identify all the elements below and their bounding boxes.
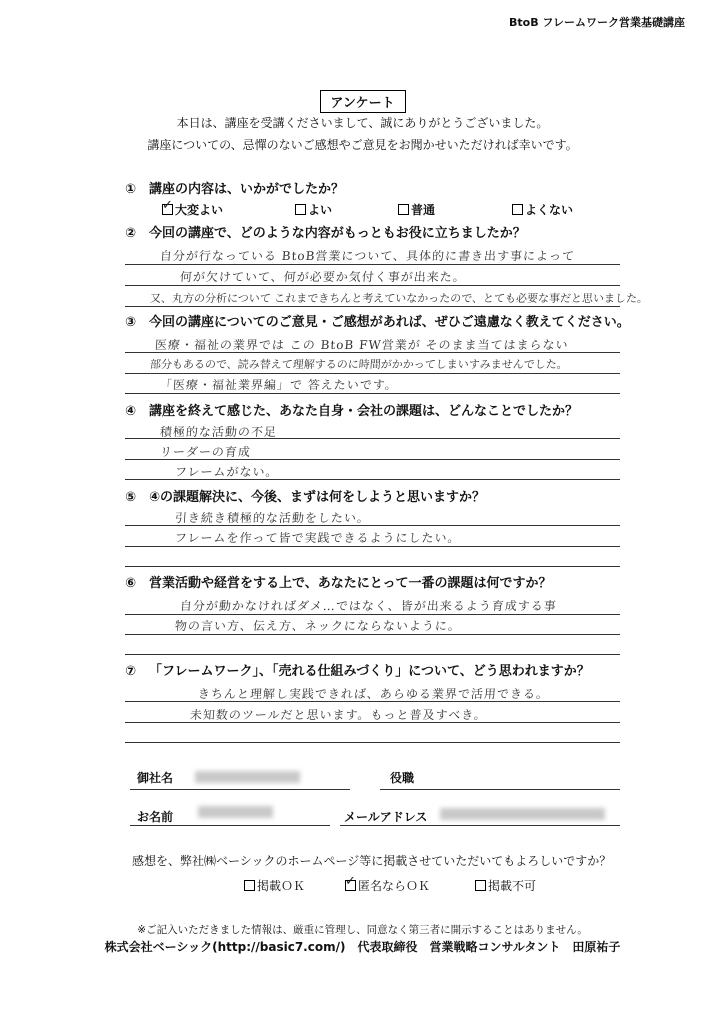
q5-answer-1: 引き続き積極的な活動をしたい。 [174,511,371,525]
option-label: 大変よい [175,203,224,217]
q6-answer-1: 自分が動かなければダメ…ではなく、皆が出来るよう育成する事 [179,599,558,613]
consent-option-no[interactable] [475,877,536,894]
email-underline [340,825,620,826]
checkbox-icon[interactable] [244,880,255,891]
consent-option-ok[interactable] [244,877,305,894]
q2-answer-2: 何が欠けていて、何が必要か気付く事が出来た。 [179,270,467,284]
question-text: 営業活動や経営をする上で、あなたにとって一番の課題は何ですか？ [149,576,552,591]
answer-line [125,566,620,567]
answer-line [125,614,620,615]
position-underline [380,789,620,790]
q1-option-poor[interactable] [512,201,573,218]
answer-line [125,393,620,394]
email-label: メールアドレス [344,810,428,824]
q1-option-very-good[interactable] [162,201,223,218]
intro-line-2: 講座についての、忌憚のないご感想やご意見をお聞かせいただければ幸いです。 [147,138,578,152]
question-number: ② [125,226,137,241]
option-label: 掲載ＯＫ [257,879,306,893]
question-text: 今回の講座で、どのような内容がもっともお役に立ちましたか？ [149,226,526,241]
answer-line [125,525,620,526]
q6-answer-2: 物の言い方、伝え方、ネックにならないように。 [174,619,462,633]
survey-title: アンケート [320,90,406,113]
consent-option-anonymous[interactable] [345,877,430,894]
question-number: ④ [125,404,137,419]
company-underline [130,789,350,790]
answer-line [125,722,620,723]
q5-answer-2: フレームを作って皆で実践できるようにしたい。 [174,531,461,545]
question-number: ⑤ [125,490,137,505]
option-label: よい [308,203,333,217]
question-3 [125,311,630,330]
answer-line [125,352,620,353]
question-text: 今回の講座についてのご意見・ご感想があれば、ぜひご遠慮なく教えてください。 [149,315,630,330]
position-label: 役職 [390,771,415,785]
privacy-note: ※ご記入いただきました情報は、厳重に管理し、同意なく第三者に開示することはありません。 [137,924,588,936]
question-2 [125,222,526,241]
question-5 [125,486,485,505]
answer-line [125,479,620,480]
checkbox-icon[interactable] [398,204,409,215]
name-label: お名前 [137,810,174,824]
q7-answer-2: 未知数のツールだと思います。もっと普及すべき。 [189,708,488,722]
question-number: ⑦ [125,664,137,679]
answer-line [125,264,620,265]
option-label: 普通 [411,203,436,217]
q1-option-good[interactable] [295,201,332,218]
q3-answer-2: 部分もあるので、読み替えて理解するのに時間がかかってしまいすみませんでした。 [149,358,569,371]
question-text: 講座の内容は、いかがでしたか？ [149,182,345,197]
q2-answer-3: 又、丸方の分析について これまできちんと考えていなかったので、とても必要な事だと思いました。 [149,292,649,305]
question-1 [125,178,344,197]
option-label: 匿名ならＯＫ [358,879,431,893]
checkbox-checked-icon[interactable] [345,880,356,891]
checkbox-icon[interactable] [295,204,306,215]
q3-answer-3: 「医療・福祉業界編」で 答えたいです。 [159,378,399,392]
answer-line [125,701,620,702]
question-text: 「フレームワーク」、「売れる仕組みづくり」について、どう思われますか？ [149,664,590,679]
question-text: 講座を終えて感じた、あなた自身・会社の課題は、どんなことでしたか？ [149,404,579,419]
answer-line [125,285,620,286]
company-field-redacted[interactable] [195,771,300,783]
answer-line [125,634,620,635]
intro-line-1: 本日は、講座を受講くださいまして、誠にありがとうございました。 [176,116,549,130]
q7-answer-1: きちんと理解し実践できれば、あらゆる業界で活用できる。 [197,687,550,701]
question-number: ③ [125,315,137,330]
q2-answer-1: 自分が行なっている BtoB営業について、具体的に書き出す事によって [159,249,576,263]
option-label: よくない [525,203,574,217]
q1-option-average[interactable] [398,201,435,218]
consent-question: 感想を、弊社㈱ベーシックのホームページ等に掲載させていただいてもよろしいですか？ [132,854,612,868]
answer-line [125,654,620,655]
q3-answer-1: 医療・福祉の業界では この BtoB FW営業が そのまま当てはまらない [154,338,570,352]
question-4 [125,400,578,419]
course-title: BtoB フレームワーク営業基礎講座 [509,16,685,29]
q4-answer-3: フレームがない。 [174,465,279,479]
answer-line [125,742,620,743]
email-field-redacted[interactable] [440,808,605,820]
question-7 [125,660,590,679]
question-number: ① [125,182,137,197]
question-text: ④の課題解決に、今後、まずは何をしようと思いますか？ [149,490,486,505]
company-footer: 株式会社ベーシック(http://basic7.com/) 代表取締役 営業戦略コンサルタント 田原祐子 [104,940,621,954]
company-label: 御社名 [137,771,174,785]
option-label: 掲載不可 [488,879,537,893]
name-underline [130,825,330,826]
answer-line [125,373,620,374]
checkbox-icon[interactable] [475,880,486,891]
answer-line [125,459,620,460]
answer-line [125,546,620,547]
checkbox-checked-icon[interactable] [162,204,173,215]
answer-line [125,438,620,439]
name-field-redacted[interactable] [198,806,273,818]
q4-answer-2: リーダーの育成 [159,445,252,459]
question-6 [125,572,551,591]
q4-answer-1: 積極的な活動の不足 [159,425,278,439]
checkbox-icon[interactable] [512,204,523,215]
answer-line [125,306,620,307]
question-number: ⑥ [125,576,137,591]
